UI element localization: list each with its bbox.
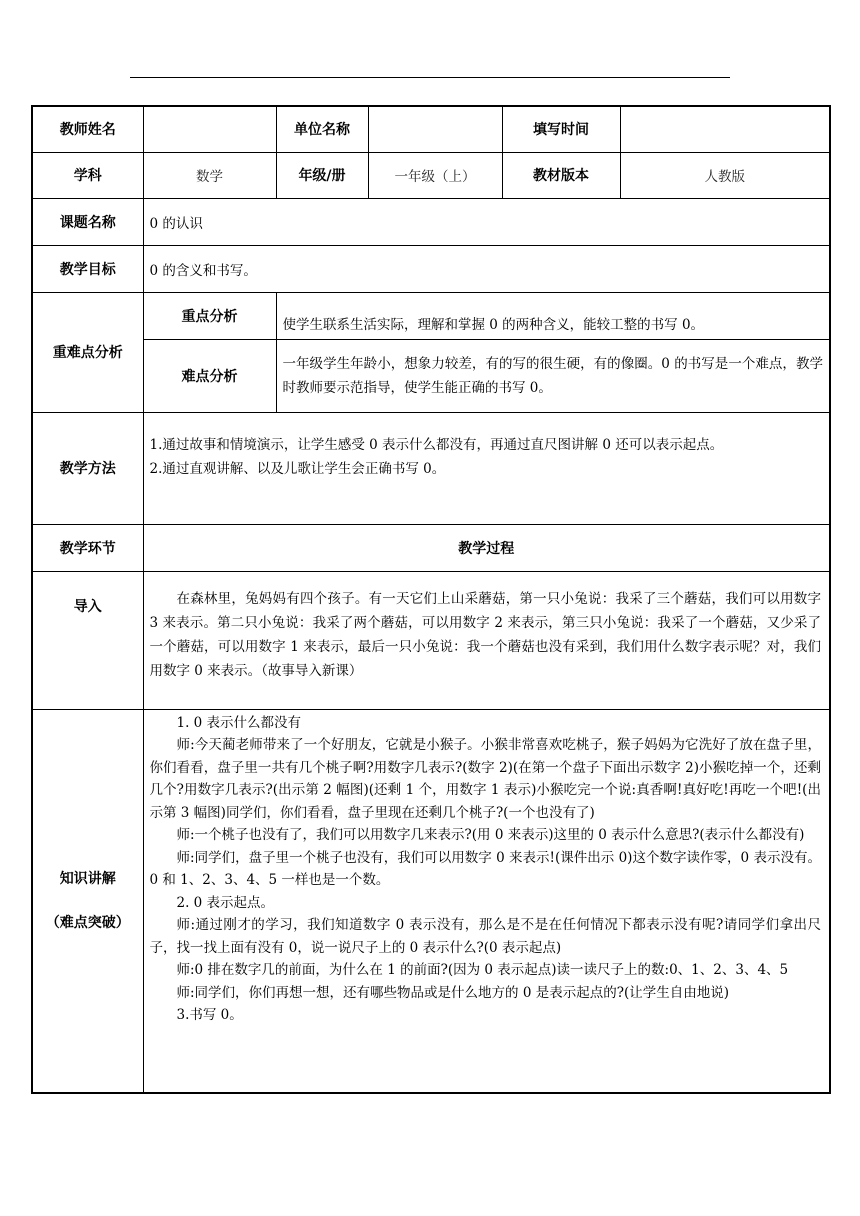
intro-row: [32, 571, 830, 709]
intro-label: 导入: [32, 571, 143, 709]
intro-text: 在森林里，兔妈妈有四个孩子。有一天它们上山采蘑菇，第一只小兔说：我采了三个蘑菇，我们可以用数字 3 来表示。第二只小兔说：我采了两个蘑菇，可以用数字 2 来表示，第三只小兔说：我采了一个蘑菇，又少采了一个蘑菇，可以用数字 1 来表示，最后一只小兔说：我一个蘑菇也没有采到，我们用什么数字表示呢？对，我们用数字 0 来表示。（故事导入新课）: [149, 590, 821, 679]
method-label: 教学方法: [32, 412, 143, 524]
topic-label: 课题名称: [32, 198, 143, 245]
difficult-analysis-label: 难点分析: [143, 339, 276, 412]
topic-value: 0 的认识: [143, 198, 830, 245]
teacher-name-value: [143, 106, 276, 152]
info-row-1: [32, 106, 830, 152]
process-header-row: [32, 524, 830, 571]
key-analysis-row: [32, 292, 830, 339]
method-line: 2.通过直观讲解、以及儿歌让学生会正确书写 0。: [149, 460, 446, 477]
key-analysis-text: 使学生联系生活实际，理解和掌握 0 的两种含义，能较工整的书写 0。: [276, 292, 830, 339]
intro-cell: [143, 571, 830, 709]
goal-value: 0 的含义和书写。: [143, 245, 830, 292]
lesson-plan-table: [31, 105, 831, 1094]
method-line: 1.通过故事和情境演示，让学生感受 0 表示什么都没有，再通过直尺图讲解 0 还可以表示起点。: [149, 436, 724, 453]
analysis-label: 重难点分析: [32, 292, 143, 412]
grade-label: 年级/册: [276, 152, 368, 198]
knowledge-paragraph: 师:通过刚才的学习，我们知道数字 0 表示没有，那么是不是在任何情况下都表示没有呢?请同学们拿出尺子，找一找上面有没有 0，说一说尺子上的 0 表示什么?(0 表示起点): [149, 917, 821, 956]
edition-label: 教材版本: [502, 152, 620, 198]
knowledge-label-line1: 知识讲解: [59, 870, 116, 887]
knowledge-paragraph: 2. 0 表示起点。: [176, 894, 275, 911]
knowledge-cell: [143, 709, 830, 1093]
knowledge-paragraph: 师:今天蔺老师带来了一个好朋友，它就是小猴子。小猴非常喜欢吃桃子，猴子妈妈为它洗好了放在盘子里，你们看看，盘子里一共有几个桃子啊?用数字几表示?(数字 2)(在第一个盘子下面出示数字 2)小猴吃掉一个，还剩几个?用数字几表示?(出示第 2 幅图)(还剩 1 个，用数字 1 表示)小猴吃完一个说:真香啊!真好吃!再吃一个吧!(出示第 3 幅图)同学们，你们看看，盘子里现在还剩几个桃子?(一个也没有了): [149, 737, 821, 821]
grade-value: 一年级（上）: [368, 152, 502, 198]
unit-name-label: 单位名称: [276, 106, 368, 152]
goal-row: [32, 245, 830, 292]
key-analysis-label: 重点分析: [143, 292, 276, 339]
knowledge-row: [32, 709, 830, 1093]
knowledge-paragraph: 师:一个桃子也没有了，我们可以用数字几来表示?(用 0 来表示)这里的 0 表示什么意思?(表示什么都没有): [176, 827, 805, 843]
method-row: [32, 412, 830, 524]
process-header: 教学过程: [143, 524, 830, 571]
info-row-2: [32, 152, 830, 198]
knowledge-paragraph: 3.书写 0。: [176, 1007, 243, 1023]
knowledge-label-line2: （难点突破）: [45, 914, 130, 931]
knowledge-paragraph: 师:同学们，你们再想一想，还有哪些物品或是什么地方的 0 是表示起点的?(让学生自由地说): [176, 984, 729, 1001]
knowledge-paragraph: 师:同学们，盘子里一个桃子也没有，我们可以用数字 0 来表示!(课件出示 0)这个数字读作零，0 表示没有。0 和 1、2、3、4、5 一样也是一个数。: [149, 849, 821, 888]
teacher-name-label: 教师姓名: [32, 106, 143, 152]
method-text: [143, 412, 830, 524]
knowledge-paragraph: 1. 0 表示什么都没有: [176, 714, 302, 731]
header-rule: [130, 77, 730, 78]
knowledge-paragraph: 师:0 排在数字几的前面，为什么在 1 的前面?(因为 0 表示起点)读一读尺子上的数:0、1、2、3、4、5: [176, 962, 789, 978]
fill-time-value: [620, 106, 830, 152]
stage-header: 教学环节: [32, 524, 143, 571]
difficult-analysis-text: 一年级学生年龄小，想象力较差，有的写的很生硬，有的像圈。0 的书写是一个难点，教学时教师要示范指导，使学生能正确的书写 0。: [276, 339, 830, 412]
topic-row: [32, 198, 830, 245]
knowledge-label: [32, 709, 143, 1093]
fill-time-label: 填写时间: [502, 106, 620, 152]
subject-value: 数学: [143, 152, 276, 198]
edition-value: 人教版: [620, 152, 830, 198]
goal-label: 教学目标: [32, 245, 143, 292]
unit-name-value: [368, 106, 502, 152]
difficult-analysis-row: [32, 339, 830, 412]
subject-label: 学科: [32, 152, 143, 198]
